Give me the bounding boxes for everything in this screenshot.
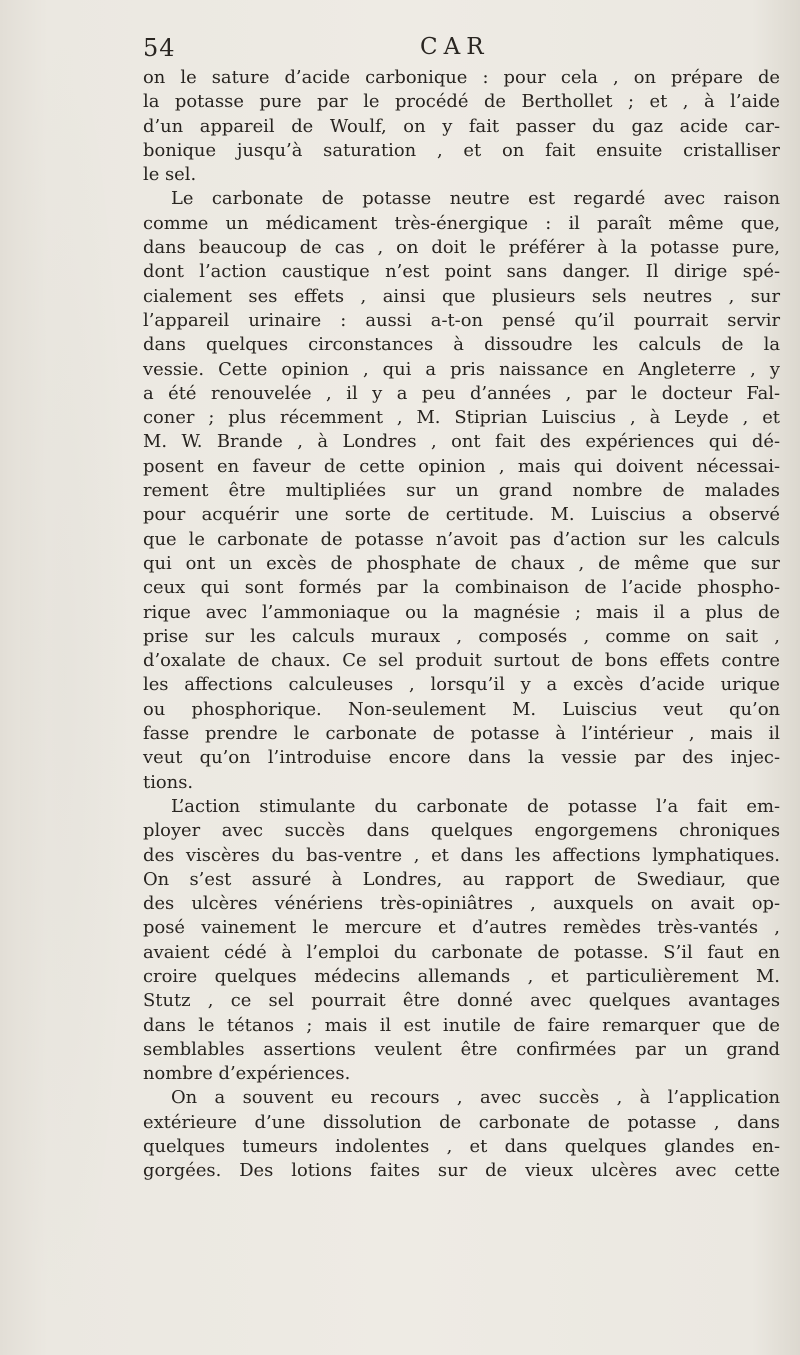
text-line: extérieure d’une dissolution de carbonate de potasse , dans: [143, 1111, 780, 1133]
text-line: M. W. Brande , à Londres , ont fait des expériences qui dé-: [143, 431, 780, 453]
paragraph: [143, 1086, 780, 1183]
text-line: semblables assertions veulent être confirmées par un grand: [143, 1038, 780, 1060]
text-line: qui ont un excès de phosphate de chaux , de même que sur: [143, 552, 780, 574]
text-line: Le carbonate de potasse neutre est regardé avec raison: [171, 188, 780, 210]
paragraph: [143, 795, 780, 1087]
text-line: dans beaucoup de cas , on doit le préférer à la potasse pure,: [143, 237, 780, 259]
text-line: fasse prendre le carbonate de potasse à l’intérieur , mais il: [143, 723, 780, 745]
text-line: que le carbonate de potasse n’avoit pas d’action sur les calculs: [143, 528, 780, 550]
running-head: CAR: [420, 34, 490, 60]
text-line: nombre d’expériences.: [143, 1063, 351, 1085]
text-line: cialement ses effets , ainsi que plusieurs sels neutres , sur: [143, 285, 780, 307]
text-line: posent en faveur de cette opinion , mais qui doivent nécessai-: [143, 455, 780, 477]
text-line: le sel.: [143, 164, 197, 186]
text-line: rement être multipliées sur un grand nombre de malades: [143, 480, 780, 502]
text-line: des viscères du bas-ventre , et dans les affections lymphatiques.: [143, 844, 780, 866]
paragraph: [143, 66, 780, 187]
text-line: ou phosphorique. Non-seulement M. Luiscius veut qu’on: [143, 698, 780, 720]
text-line: veut qu’on l’introduise encore dans la vessie par des injec-: [143, 747, 780, 769]
text-line: posé vainement le mercure et d’autres remèdes très-vantés ,: [143, 917, 780, 939]
text-line: avaient cédé à l’emploi du carbonate de potasse. S’il faut en: [143, 941, 780, 963]
text-line: des ulcères vénériens très-opiniâtres , auxquels on avait op-: [143, 893, 780, 915]
text-line: on le sature d’acide carbonique : pour cela , on prépare de: [143, 67, 780, 88]
text-line: Stutz , ce sel pourrait être donné avec quelques avantages: [143, 990, 780, 1012]
text-line: L’action stimulante du carbonate de potasse l’a fait em-: [171, 795, 780, 817]
text-line: vessie. Cette opinion , qui a pris naissance en Angleterre , y: [143, 358, 780, 380]
text-line: gorgées. Des lotions faites sur de vieux ulcères avec cette: [143, 1160, 780, 1182]
text-line: dans le tétanos ; mais il est inutile de faire remarquer que de: [143, 1014, 780, 1036]
text-line: quelques tumeurs indolentes , et dans quelques glandes en-: [143, 1136, 780, 1158]
text-line: les affections calculeuses , lorsqu’il y a excès d’acide urique: [143, 674, 780, 696]
page-gutter-shadow: [20, 0, 130, 1355]
page-header: [143, 34, 783, 64]
text-line: a été renouvelée , il y a peu d’années , par le docteur Fal-: [143, 382, 780, 404]
text-line: d’oxalate de chaux. Ce sel produit surtout de bons effets contre: [143, 650, 780, 672]
text-line: bonique jusqu’à saturation , et on fait ensuite cristalliser: [143, 139, 780, 161]
text-line: On s’est assuré à Londres, au rapport de Swediaur, que: [143, 868, 780, 890]
text-line: comme un médicament très-énergique : il paraît même que,: [143, 212, 780, 234]
text-line: ployer avec succès dans quelques engorgemens chroniques: [143, 820, 780, 842]
text-line: ceux qui sont formés par la combinaison de l’acide phospho-: [143, 577, 780, 599]
text-line: l’appareil urinaire : aussi a-t-on pensé qu’il pourrait servir: [143, 309, 780, 331]
text-line: pour acquérir une sorte de certitude. M. Luiscius a observé: [143, 504, 780, 526]
text-line: dans quelques circonstances à dissoudre les calculs de la: [143, 334, 780, 356]
text-line: rique avec l’ammoniaque ou la magnésie ; mais il a plus de: [143, 601, 780, 623]
text-line: prise sur les calculs muraux , composés , comme on sait ,: [143, 625, 780, 647]
page-number: 54: [143, 34, 176, 62]
text-line: tions.: [143, 771, 194, 793]
text-line: coner ; plus récemment , M. Stiprian Luiscius , à Leyde , et: [143, 407, 780, 429]
text-line: dont l’action caustique n’est point sans danger. Il dirige spé-: [143, 261, 780, 283]
text-line: On a souvent eu recours , avec succès , à l’application: [171, 1087, 780, 1109]
text-line: la potasse pure par le procédé de Berthollet ; et , à l’aide: [143, 91, 780, 113]
text-line: d’un appareil de Woulf, on y fait passer du gaz acide car-: [143, 115, 780, 137]
paragraph: [143, 187, 780, 794]
text-line: croire quelques médecins allemands , et particulièrement M.: [143, 965, 780, 987]
body-text: [143, 66, 780, 1184]
